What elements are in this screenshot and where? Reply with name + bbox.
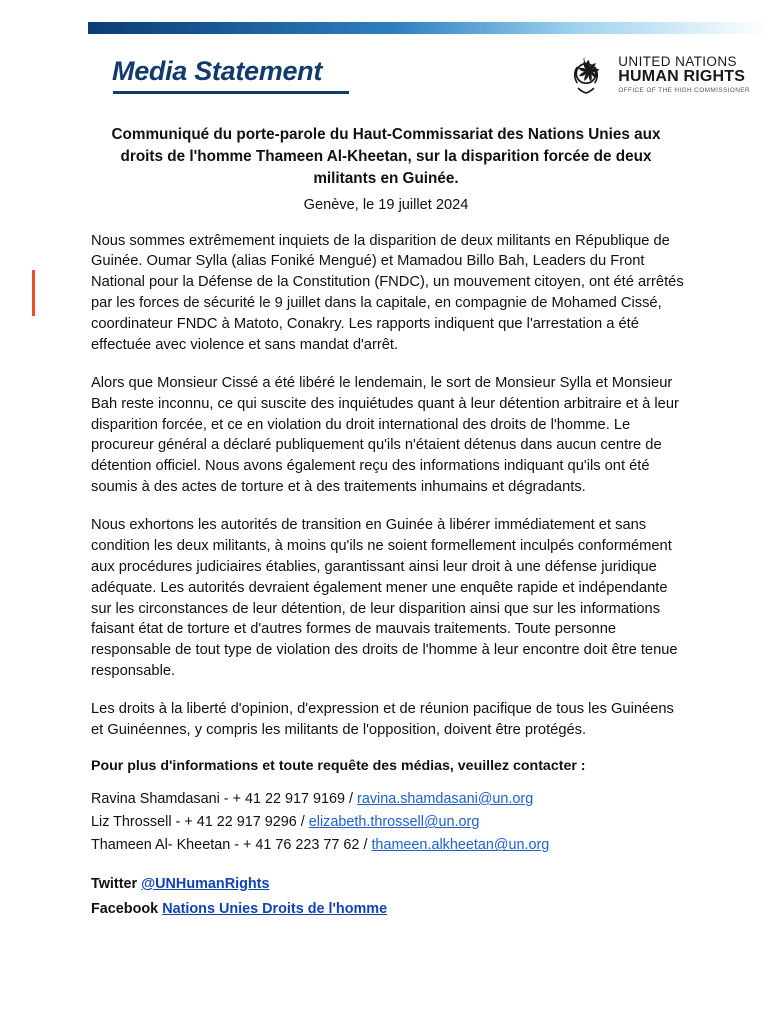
social-links: [91, 872, 684, 922]
contact-phone: + 41 22 917 9169: [232, 790, 346, 807]
contact-separator: -: [175, 814, 185, 831]
un-human-rights-logo: [562, 46, 750, 104]
twitter-handle-link[interactable]: @UNHumanRights: [141, 875, 270, 892]
contact-name: Liz Throssell: [91, 814, 172, 831]
contact-separator: /: [363, 837, 372, 854]
contact-phone: + 41 22 917 9296: [184, 814, 297, 831]
page-title: Communiqué du porte-parole du Haut-Commissariat des Nations Unies aux droits de l'homme Thameen Al-Kheetan, sur la disparition forcée de deux militants en Guinée.: [111, 126, 661, 188]
social-row-twitter: [91, 872, 684, 897]
dateline: Genève, le 19 juillet 2024: [303, 196, 469, 213]
facebook-page-link[interactable]: Nations Unies Droits de l'homme: [162, 900, 388, 917]
contact-row: [91, 811, 684, 834]
social-label: Facebook: [91, 900, 159, 917]
contact-phone: + 41 76 223 77 62: [243, 837, 360, 854]
un-logo-text: [618, 55, 750, 95]
body-paragraphs: [88, 231, 684, 923]
paragraph: Nous sommes extrêmement inquiets de la disparition de deux militants en République de Guinée. Oumar Sylla (alias Foniké Mengué) et Mamadou Billo Bah, Leaders du Front National pour la Défense de la Constitution (FNDC), un mouvement citoyen, ont été arrêtés par les forces de sécurité le 9 juillet dans la capitale, en compagnie de Mohamed Cissé, coordinateur FNDC à Matoto, Conakry. Les rapports indiquent que l'arrestation a été effectuée avec violence et sans mandat d'arrêt.: [91, 232, 684, 353]
un-logo-line1: UNITED NATIONS: [618, 54, 737, 70]
banner-body: [88, 34, 768, 104]
contact-name: Ravina Shamdasani: [91, 790, 220, 807]
contact-separator: -: [223, 790, 233, 807]
statement-content: [88, 124, 684, 922]
contact-email-link[interactable]: ravina.shamdasani@un.org: [357, 790, 534, 807]
paragraph: Alors que Monsieur Cissé a été libéré le lendemain, le sort de Monsieur Sylla et Monsieur Bah reste inconnu, ce qui suscite des inquiétudes quant à leur détention arbitraire et à leur disparition forcée, et ce en violation du droit international des droits de l'homme. Le procureur général a déclaré publiquement qu'ils n'étaient détenus dans aucun centre de détention officiel. Nous avons également reçu des informations indiquant qu'ils ont été soumis à des actes de torture et à des traitements inhumains et dégradants.: [91, 374, 679, 496]
banner-title-underline: [113, 91, 349, 94]
left-margin-revision-mark: [32, 270, 35, 316]
un-laurel-emblem-icon: [562, 51, 610, 99]
contact-email-link[interactable]: thameen.alkheetan@un.org: [371, 837, 550, 854]
contact-name: Thameen Al- Kheetan: [91, 837, 231, 854]
media-statement-banner: [88, 22, 768, 104]
banner-title: Media Statement: [112, 56, 323, 86]
contact-separator: /: [349, 790, 358, 807]
contact-heading: Pour plus d'informations et toute requête des médias, veuillez contacter :: [91, 757, 586, 774]
social-row-facebook: [91, 897, 684, 922]
contact-email-link[interactable]: elizabeth.throssell@un.org: [308, 814, 480, 831]
contact-row: [91, 788, 684, 811]
contact-row: [91, 834, 684, 857]
paragraph: Les droits à la liberté d'opinion, d'expression et de réunion pacifique de tous les Guinéens et Guinéennes, y compris les militants de l'opposition, doivent être protégés.: [91, 701, 674, 738]
un-logo-line3: OFFICE OF THE HIGH COMMISSIONER: [618, 87, 750, 95]
un-logo-line2: HUMAN RIGHTS: [618, 68, 746, 86]
social-label: Twitter: [91, 875, 138, 892]
banner-gradient-stripe: [88, 22, 768, 34]
paragraph: Nous exhortons les autorités de transition en Guinée à libérer immédiatement et sans condition les deux militants, à moins qu'ils ne soient formellement inculpés conformément aux procédures judiciaires établies, garantissant ainsi leur droit à une défense juridique adéquate. Les autorités devraient également mener une enquête rapide et indépendante sur les circonstances de leur détention, de leur disparition ainsi que sur les informations faisant état de torture et d'autres formes de mauvais traitements. Toute personne responsable de tout type de violation des droits de l'homme à leur encontre doit être tenue responsable.: [91, 517, 678, 680]
contact-separator: /: [300, 814, 309, 831]
contact-separator: -: [234, 837, 243, 854]
